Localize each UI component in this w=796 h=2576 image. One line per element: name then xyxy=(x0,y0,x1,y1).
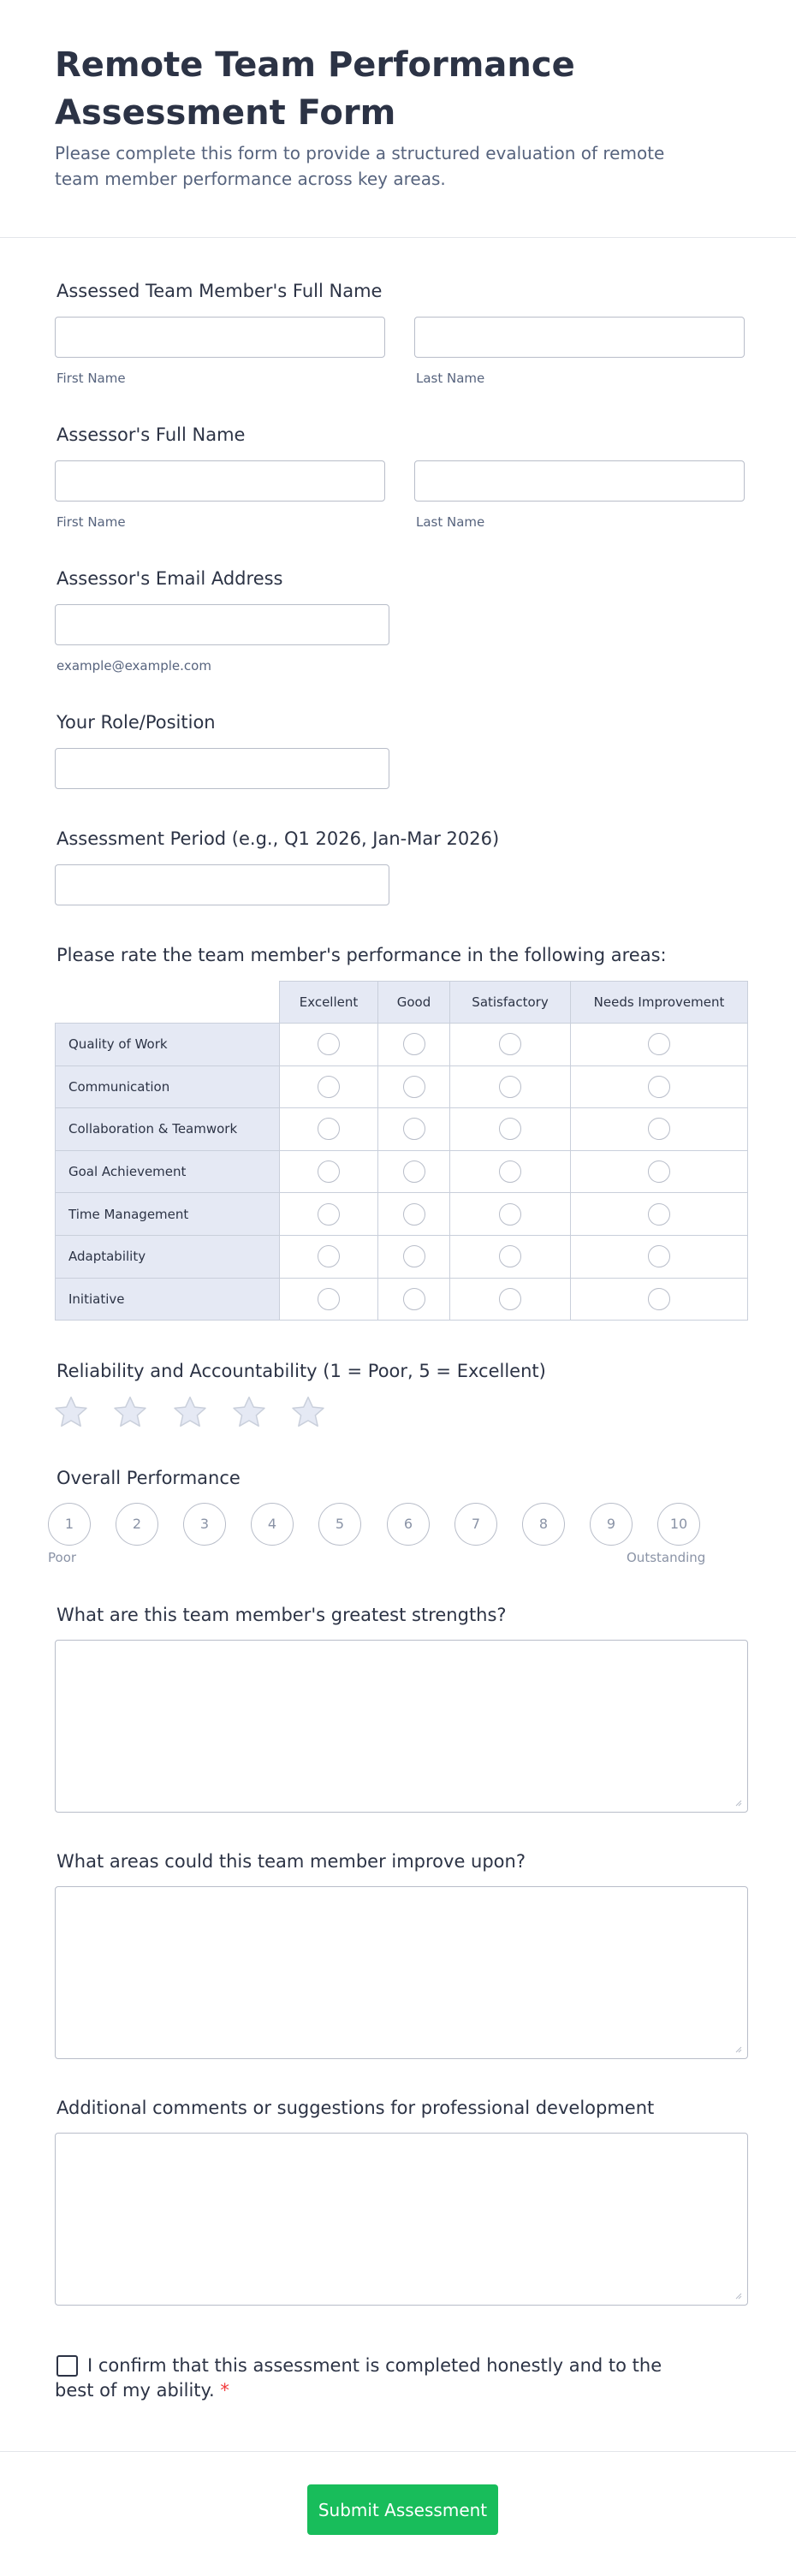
matrix-cell xyxy=(280,1024,378,1066)
matrix-radio[interactable] xyxy=(499,1160,521,1183)
matrix-cell xyxy=(280,1193,378,1236)
matrix-cell xyxy=(450,1193,571,1236)
comments-textarea[interactable] xyxy=(55,2133,748,2306)
matrix-label: Please rate the team member's performance in the following areas: xyxy=(56,945,667,965)
rating-matrix xyxy=(55,981,748,1321)
scale-option[interactable]: 1 xyxy=(48,1503,91,1546)
scale-min-label: Poor xyxy=(48,1550,77,1565)
scale-option[interactable]: 3 xyxy=(183,1503,226,1546)
matrix-cell xyxy=(571,1150,748,1193)
scale-option[interactable]: 10 xyxy=(657,1503,700,1546)
matrix-corner xyxy=(56,982,280,1024)
matrix-radio[interactable] xyxy=(403,1288,425,1310)
resize-handle-icon[interactable] xyxy=(734,2045,742,2053)
matrix-radio[interactable] xyxy=(403,1160,425,1183)
assessor-last-name-input[interactable] xyxy=(414,460,745,502)
assessed-first-name-input[interactable] xyxy=(55,317,385,358)
submit-button[interactable]: Submit Assessment xyxy=(307,2484,498,2535)
matrix-radio[interactable] xyxy=(403,1076,425,1098)
matrix-cell xyxy=(280,1235,378,1278)
matrix-cell xyxy=(571,1235,748,1278)
matrix-radio[interactable] xyxy=(318,1203,340,1226)
matrix-cell xyxy=(571,1065,748,1108)
star-icon[interactable] xyxy=(230,1393,268,1431)
assessed-last-name-input[interactable] xyxy=(414,317,745,358)
matrix-radio[interactable] xyxy=(318,1245,340,1267)
matrix-cell xyxy=(571,1024,748,1066)
matrix-radio[interactable] xyxy=(403,1203,425,1226)
matrix-radio[interactable] xyxy=(318,1288,340,1310)
required-asterisk: * xyxy=(220,2380,229,2401)
matrix-row-label: Communication xyxy=(56,1065,280,1108)
matrix-radio[interactable] xyxy=(648,1160,670,1183)
form-subtitle: Please complete this form to provide a structured evaluation of remote team member performance across key areas. xyxy=(55,143,665,189)
matrix-cell xyxy=(450,1065,571,1108)
scale-option[interactable]: 8 xyxy=(522,1503,565,1546)
matrix-cell xyxy=(378,1108,450,1151)
matrix-radio[interactable] xyxy=(499,1076,521,1098)
matrix-radio[interactable] xyxy=(403,1033,425,1055)
scale-option[interactable]: 7 xyxy=(454,1503,497,1546)
matrix-radio[interactable] xyxy=(403,1118,425,1140)
role-label: Your Role/Position xyxy=(56,712,216,733)
matrix-row-label: Initiative xyxy=(56,1278,280,1321)
assessor-first-name-sublabel: First Name xyxy=(56,514,126,530)
matrix-cell xyxy=(450,1278,571,1321)
scale-option[interactable]: 9 xyxy=(590,1503,633,1546)
matrix-radio[interactable] xyxy=(499,1203,521,1226)
matrix-row xyxy=(56,1235,748,1278)
matrix-row-label: Collaboration & Teamwork xyxy=(56,1108,280,1151)
matrix-radio[interactable] xyxy=(648,1118,670,1140)
improve-label: What areas could this team member improve upon? xyxy=(56,1851,526,1872)
matrix-cell xyxy=(378,1065,450,1108)
assessor-name-label: Assessor's Full Name xyxy=(56,424,246,445)
form-title: Remote Team Performance Assessment Form xyxy=(55,45,575,133)
matrix-cell xyxy=(571,1193,748,1236)
assessed-name-label: Assessed Team Member's Full Name xyxy=(56,281,383,301)
matrix-cell xyxy=(280,1278,378,1321)
scale-option[interactable]: 5 xyxy=(318,1503,361,1546)
matrix-cell xyxy=(571,1278,748,1321)
matrix-row-label: Goal Achievement xyxy=(56,1150,280,1193)
overall-label: Overall Performance xyxy=(56,1468,241,1488)
matrix-radio[interactable] xyxy=(648,1245,670,1267)
matrix-cell xyxy=(378,1193,450,1236)
matrix-row-label: Adaptability xyxy=(56,1235,280,1278)
matrix-row xyxy=(56,1150,748,1193)
matrix-row xyxy=(56,1193,748,1236)
matrix-cell xyxy=(378,1150,450,1193)
matrix-column-header: Good xyxy=(378,982,450,1024)
scale-option[interactable]: 6 xyxy=(387,1503,430,1546)
matrix-radio[interactable] xyxy=(403,1245,425,1267)
matrix-radio[interactable] xyxy=(499,1288,521,1310)
period-label: Assessment Period (e.g., Q1 2026, Jan-Mar 2026) xyxy=(56,828,500,849)
matrix-cell xyxy=(378,1278,450,1321)
matrix-row-label: Time Management xyxy=(56,1193,280,1236)
matrix-radio[interactable] xyxy=(318,1033,340,1055)
matrix-cell xyxy=(450,1235,571,1278)
matrix-row xyxy=(56,1108,748,1151)
assessor-last-name-sublabel: Last Name xyxy=(416,514,485,530)
matrix-row xyxy=(56,1278,748,1321)
matrix-row xyxy=(56,1065,748,1108)
footer-divider xyxy=(0,2451,796,2452)
comments-label: Additional comments or suggestions for professional development xyxy=(56,2098,655,2118)
role-input[interactable] xyxy=(55,748,389,789)
matrix-cell xyxy=(450,1024,571,1066)
confirm-label: I confirm that this assessment is completed honestly and to the best of my ability. xyxy=(55,2355,662,2401)
reliability-label: Reliability and Accountability (1 = Poor, 5 = Excellent) xyxy=(56,1361,546,1381)
star-icon[interactable] xyxy=(52,1393,90,1431)
matrix-radio[interactable] xyxy=(499,1245,521,1267)
period-input[interactable] xyxy=(55,864,389,905)
matrix-cell xyxy=(280,1108,378,1151)
matrix-radio[interactable] xyxy=(318,1118,340,1140)
confirm-text xyxy=(55,2353,688,2403)
star-icon[interactable] xyxy=(171,1393,209,1431)
matrix-radio[interactable] xyxy=(499,1033,521,1055)
assessor-email-sublabel: example@example.com xyxy=(56,658,211,674)
assessed-first-name-sublabel: First Name xyxy=(56,371,126,386)
matrix-radio[interactable] xyxy=(648,1288,670,1310)
matrix-radio[interactable] xyxy=(318,1160,340,1183)
matrix-cell xyxy=(450,1108,571,1151)
matrix-cell xyxy=(450,1150,571,1193)
strengths-textarea[interactable] xyxy=(55,1640,748,1813)
scale-option[interactable]: 4 xyxy=(251,1503,294,1546)
resize-handle-icon[interactable] xyxy=(734,2291,742,2300)
assessor-first-name-input[interactable] xyxy=(55,460,385,502)
matrix-cell xyxy=(378,1024,450,1066)
matrix-cell xyxy=(571,1108,748,1151)
matrix-cell xyxy=(280,1065,378,1108)
matrix-radio[interactable] xyxy=(648,1076,670,1098)
star-icon[interactable] xyxy=(289,1393,327,1431)
matrix-row-label: Quality of Work xyxy=(56,1024,280,1066)
star-icon[interactable] xyxy=(111,1393,149,1431)
matrix-row xyxy=(56,1024,748,1066)
matrix-radio[interactable] xyxy=(318,1076,340,1098)
header-divider xyxy=(0,237,796,238)
matrix-column-header: Excellent xyxy=(280,982,378,1024)
scale-option[interactable]: 2 xyxy=(116,1503,158,1546)
scale-max-label: Outstanding xyxy=(627,1550,706,1565)
matrix-radio[interactable] xyxy=(648,1033,670,1055)
matrix-column-header: Satisfactory xyxy=(450,982,571,1024)
improve-textarea[interactable] xyxy=(55,1886,748,2059)
strengths-label: What are this team member's greatest strengths? xyxy=(56,1605,507,1625)
assessor-email-input[interactable] xyxy=(55,604,389,645)
matrix-cell xyxy=(280,1150,378,1193)
matrix-cell xyxy=(378,1235,450,1278)
resize-handle-icon[interactable] xyxy=(734,1798,742,1807)
matrix-radio[interactable] xyxy=(648,1203,670,1226)
matrix-column-header: Needs Improvement xyxy=(571,982,748,1024)
assessor-email-label: Assessor's Email Address xyxy=(56,568,283,589)
matrix-radio[interactable] xyxy=(499,1118,521,1140)
assessed-last-name-sublabel: Last Name xyxy=(416,371,485,386)
